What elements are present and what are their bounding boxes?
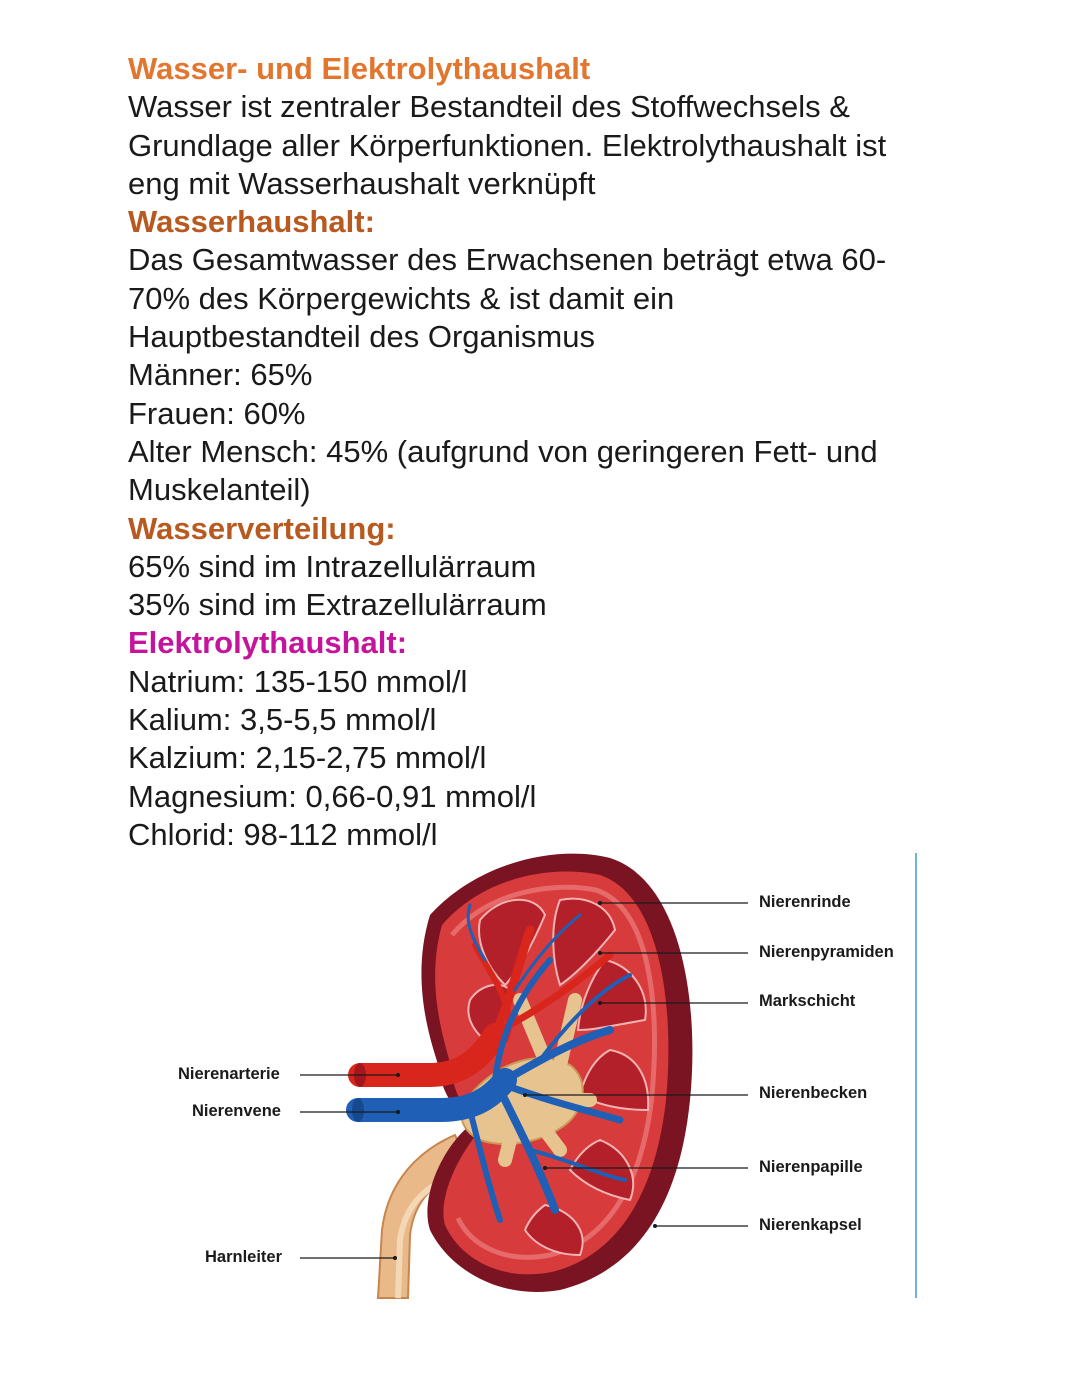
intro-line: eng mit Wasserhaushalt verknüpft (128, 165, 596, 201)
label-harnleiter: Harnleiter (205, 1248, 283, 1266)
wasser-line: 70% des Körpergewichts & ist damit ein (128, 280, 675, 316)
intro-line: Grundlage aller Körperfunktionen. Elektrolythaushalt ist (128, 127, 887, 163)
wasser-maenner: Männer: 65% (128, 357, 313, 393)
elektrolyt-magnesium: Magnesium: 0,66-0,91 mmol/l (128, 778, 537, 814)
verteilung-intrazellulaer: 65% sind im Intrazellulärraum (128, 548, 537, 584)
label-nierenvene: Nierenvene (192, 1102, 281, 1120)
label-markschicht: Markschicht (759, 992, 856, 1010)
elektrolyt-kalzium: Kalzium: 2,15-2,75 mmol/l (128, 740, 487, 776)
label-nierenbecken: Nierenbecken (759, 1084, 868, 1102)
heading-wasser-elektrolyt: Wasser- und Elektrolythaushalt (128, 51, 591, 86)
wasser-line: Muskelanteil) (128, 472, 311, 508)
intro-line: Wasser ist zentraler Bestandteil des Stoffwechsels & (128, 89, 850, 125)
verteilung-extrazellulaer: 35% sind im Extrazellulärraum (128, 587, 547, 623)
wasser-frauen: Frauen: 60% (128, 395, 306, 431)
label-nierenpapille: Nierenpapille (759, 1158, 863, 1176)
label-nierenrinde: Nierenrinde (759, 893, 851, 911)
elektrolyt-kalium: Kalium: 3,5-5,5 mmol/l (128, 702, 437, 738)
heading-wasserhaushalt: Wasserhaushalt: (128, 204, 375, 240)
label-nierenpyramiden: Nierenpyramiden (759, 943, 894, 961)
label-nierenarterie: Nierenarterie (178, 1065, 280, 1083)
elektrolyt-chlorid: Chlorid: 98-112 mmol/l (128, 816, 438, 852)
elektrolyt-natrium: Natrium: 135-150 mmol/l (128, 663, 468, 699)
wasser-line: Das Gesamtwasser des Erwachsenen beträgt etwa 60- (128, 242, 887, 278)
heading-elektrolythaushalt: Elektrolythaushalt: (128, 625, 408, 661)
wasser-alter-mensch: Alter Mensch: 45% (aufgrund von geringeren Fett- und (128, 433, 878, 469)
wasser-line: Hauptbestandteil des Organismus (128, 319, 595, 355)
label-nierenkapsel: Nierenkapsel (759, 1216, 862, 1234)
heading-wasserverteilung: Wasserverteilung: (128, 510, 396, 546)
